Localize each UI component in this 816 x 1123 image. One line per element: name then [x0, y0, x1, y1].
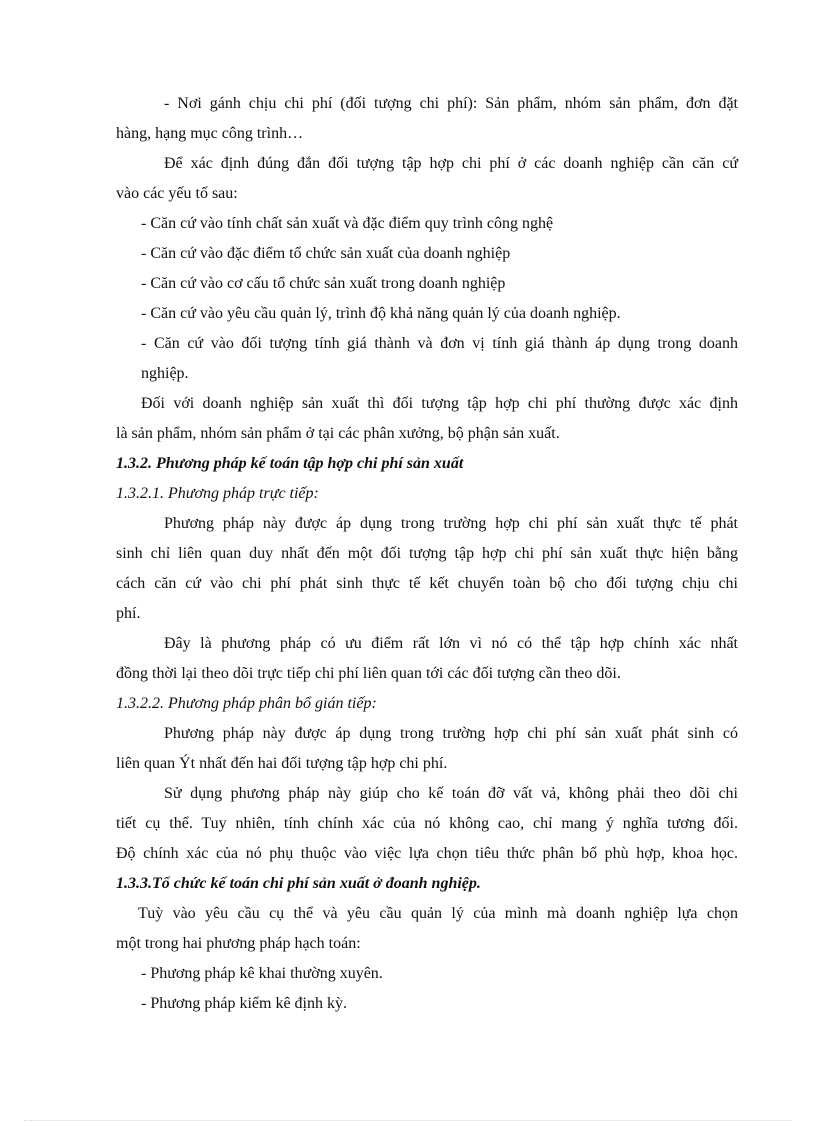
bullet-item: - Phương pháp kê khai thường xuyên. — [141, 965, 383, 982]
text-line: Tuỳ vào yêu cầu cụ thể và yêu cầu quản lý của mình mà doanh nghiệp lựa chọn — [138, 905, 738, 922]
text-line: tiết cụ thể. Tuy nhiên, tính chính xác của nó không cao, chỉ mang ý nghĩa tương đối. — [116, 815, 738, 832]
text-line: là sản phẩm, nhóm sản phẩm ở tại các phân xưởng, bộ phận sản xuất. — [116, 425, 560, 442]
text-line: Sử dụng phương pháp này giúp cho kế toán đỡ vất vả, không phải theo dõi chi — [164, 785, 738, 802]
section-heading: 1.3.2. Phương pháp kế toán tập hợp chi phí sản xuất — [116, 455, 464, 472]
text-line: Để xác định đúng đắn đối tượng tập hợp chi phí ở các doanh nghiệp cần căn cứ — [164, 155, 738, 172]
bullet-item: - Phương pháp kiểm kê định kỳ. — [141, 995, 347, 1012]
text-line: vào các yếu tố sau: — [116, 185, 238, 202]
bullet-item: - Căn cứ vào đặc điểm tổ chức sản xuất của doanh nghiệp — [141, 245, 511, 262]
bullet-item: - Căn cứ vào cơ cấu tổ chức sản xuất trong doanh nghiệp — [141, 275, 506, 292]
text-line: sinh chỉ liên quan duy nhất đến một đối tượng tập hợp chi phí sản xuất thực hiện bằng — [116, 545, 738, 562]
text-line: - Nơi gánh chịu chi phí (đối tượng chi phí): Sản phẩm, nhóm sản phẩm, đơn đặt — [164, 95, 738, 112]
text-line: một trong hai phương pháp hạch toán: — [116, 935, 361, 952]
text-line: hàng, hạng mục công trình… — [116, 125, 304, 142]
bullet-item: - Căn cứ vào đối tượng tính giá thành và đơn vị tính giá thành áp dụng trong doanh — [141, 335, 738, 352]
text-line: đồng thời lại theo dõi trực tiếp chi phí liên quan tới các đối tượng cần theo dõi. — [116, 665, 621, 682]
text-line: nghiệp. — [141, 365, 189, 382]
text-line: phí. — [116, 605, 141, 622]
subsection-heading: 1.3.2.2. Phương pháp phân bổ gián tiếp: — [116, 695, 377, 712]
page-footer-rule — [24, 1120, 792, 1121]
subsection-heading: 1.3.2.1. Phương pháp trực tiếp: — [116, 485, 319, 502]
text-line: Phương pháp này được áp dụng trong trường hợp chi phí sản xuất phát sinh có — [164, 725, 738, 742]
text-line: liên quan Ýt nhất đến hai đối tượng tập hợp chi phí. — [116, 755, 448, 772]
bullet-item: - Căn cứ vào yêu cầu quản lý, trình độ khả năng quản lý của doanh nghiệp. — [141, 305, 621, 322]
text-line: Phương pháp này được áp dụng trong trường hợp chi phí sản xuất thực tế phát — [164, 515, 738, 532]
text-line: Đối với doanh nghiệp sản xuất thì đối tượng tập hợp chi phí thường được xác định — [141, 395, 738, 412]
bullet-item: - Căn cứ vào tính chất sản xuất và đặc điểm quy trình công nghệ — [141, 215, 554, 232]
text-line: Độ chính xác của nó phụ thuộc vào việc lựa chọn tiêu thức phân bổ phù hợp, khoa học. — [116, 845, 738, 862]
text-line: Đây là phương pháp có ưu điểm rất lớn vì nó có thể tập hợp chính xác nhất — [164, 635, 738, 652]
section-heading: 1.3.3.Tổ chức kế toán chi phí sản xuất ở đoanh nghiệp. — [116, 875, 481, 892]
text-line: cách căn cứ vào chi phí phát sinh thực tế kết chuyển toàn bộ cho đối tượng chịu chi — [116, 575, 738, 592]
